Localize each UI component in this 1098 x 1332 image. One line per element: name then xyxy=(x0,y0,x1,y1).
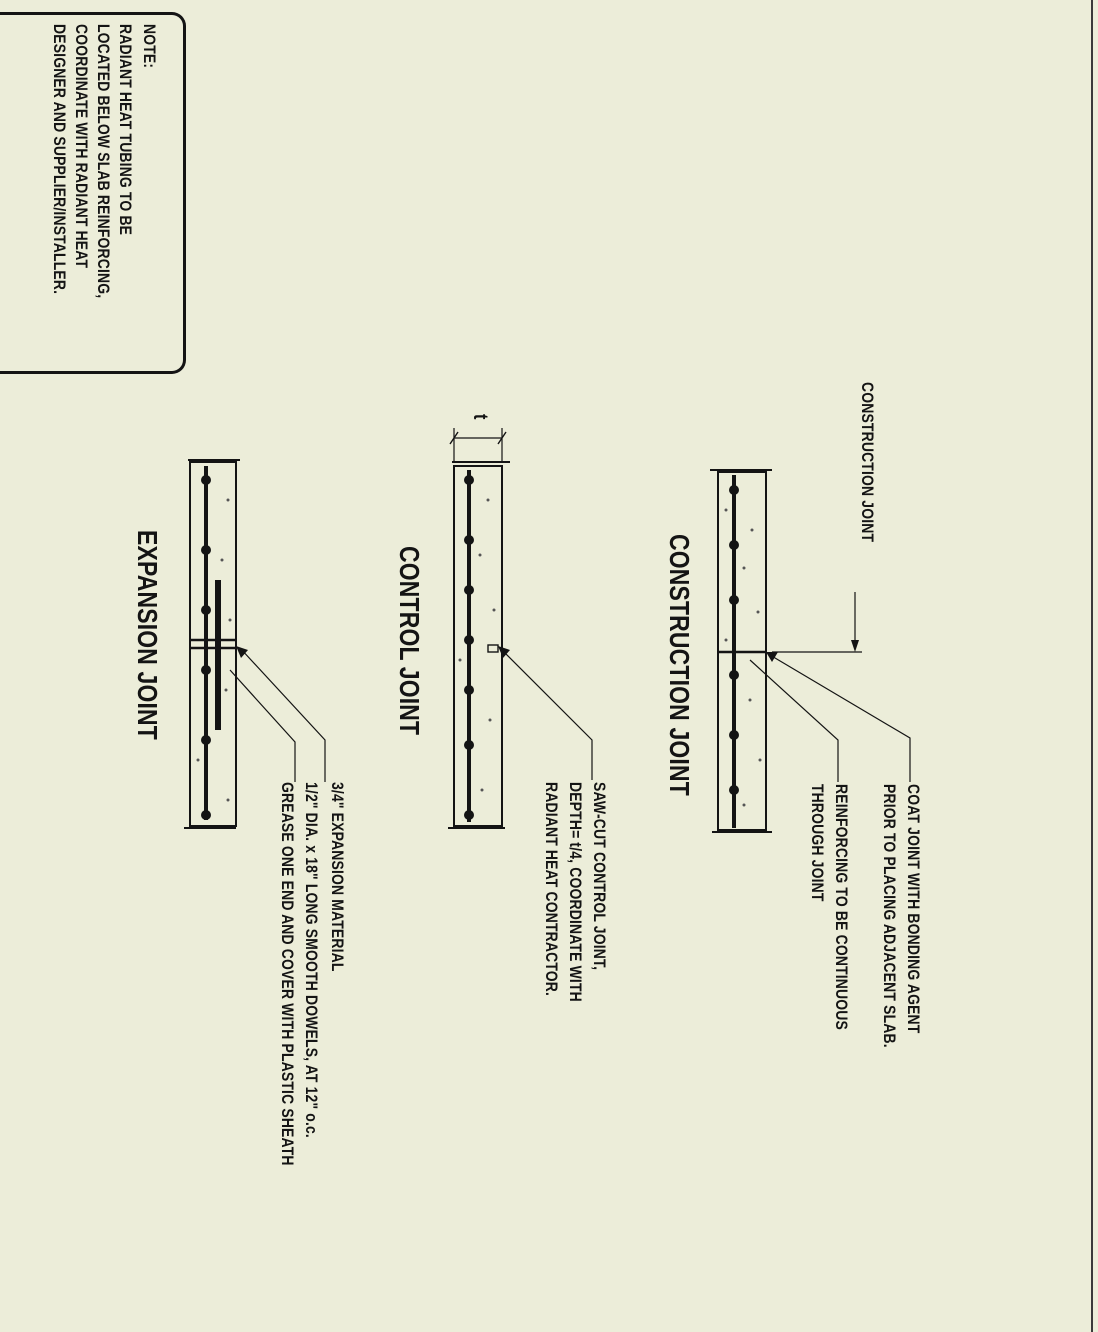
construction-joint-callout-1a: COAT JOINT WITH BONDING AGENT xyxy=(904,784,923,1034)
construction-joint-title: CONSTRUCTION JOINT xyxy=(664,534,695,796)
expansion-joint-aggregate xyxy=(197,499,232,802)
control-joint-title: CONTROL JOINT xyxy=(394,546,425,736)
note-title: NOTE: xyxy=(140,24,159,69)
expansion-joint-callout-2: 1/2" DIA. x 18" LONG SMOOTH DOWELS, AT 12" o.c. xyxy=(302,782,321,1138)
expansion-joint-title: EXPANSION JOINT xyxy=(132,530,163,740)
expansion-joint-slab xyxy=(184,460,325,828)
note-line-2: LOCATED BELOW SLAB REINFORCING, xyxy=(94,24,113,299)
expansion-joint-callout-3: GREASE ONE END AND COVER WITH PLASTIC SHEATH xyxy=(278,782,297,1166)
control-joint-thickness-label: t xyxy=(469,414,491,420)
construction-joint-callout-2a: REINFORCING TO BE CONTINUOUS xyxy=(832,784,851,1030)
construction-joint-aggregate xyxy=(725,509,762,807)
control-joint-callout-1: SAW-CUT CONTROL JOINT, xyxy=(590,782,609,971)
construction-joint-marker-label: CONSTRUCTION JOINT xyxy=(858,382,877,543)
note-line-3: COORDINATE WITH RADIANT HEAT xyxy=(72,24,91,269)
border-rule xyxy=(1091,0,1093,1332)
construction-joint-callout-1b: PRIOR TO PLACING ADJACENT SLAB. xyxy=(880,784,899,1048)
control-joint-slab xyxy=(448,428,592,828)
construction-joint-callout-2b: THROUGH JOINT xyxy=(808,784,827,902)
control-joint-callout-2: DEPTH= t/4, COORDINATE WITH xyxy=(566,782,585,1002)
note-line-1: RADIANT HEAT TUBING TO BE xyxy=(116,24,135,236)
construction-joint-slab xyxy=(710,470,910,832)
expansion-joint-callout-1: 3/4" EXPANSION MATERIAL xyxy=(328,782,347,972)
control-joint-callout-3: RADIANT HEAT CONTRACTOR. xyxy=(542,782,561,997)
note-line-4: DESIGNER AND SUPPLIER/INSTALLER. xyxy=(50,24,69,295)
